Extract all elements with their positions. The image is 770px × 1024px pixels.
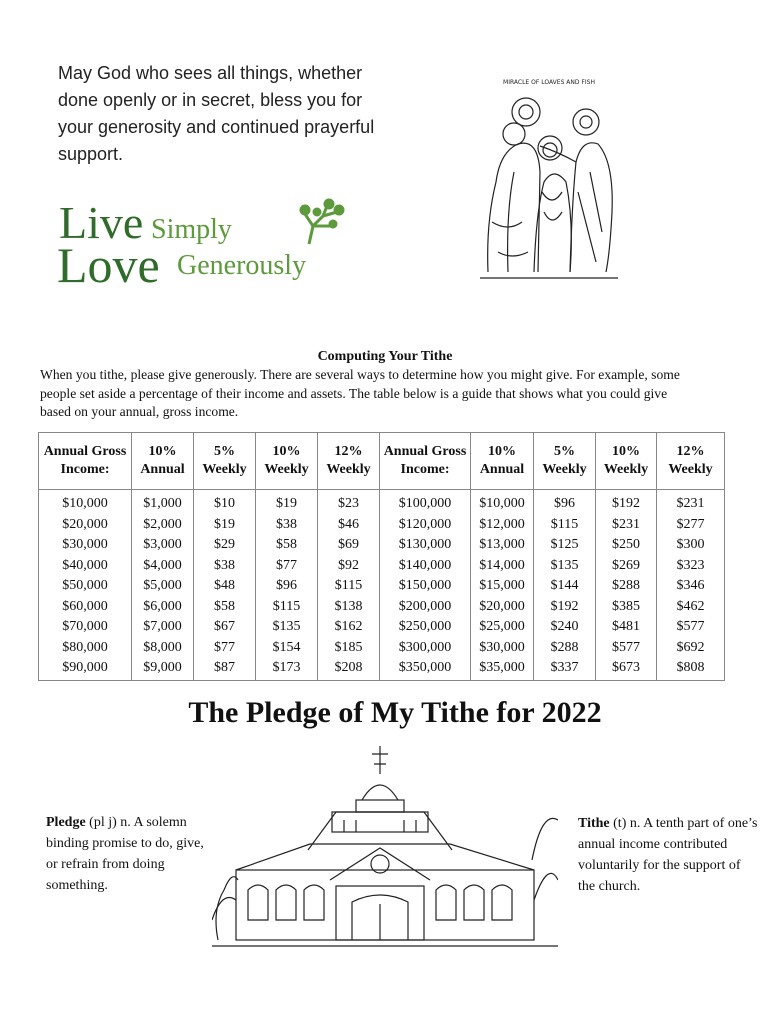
table-cell: $288 [534, 638, 596, 659]
table-cell: $9,000 [132, 658, 194, 680]
table-cell: $350,000 [380, 658, 471, 680]
table-cell: $250 [596, 535, 657, 556]
header-10pct-annual: 10% Annual [471, 433, 534, 490]
table-cell: $23 [318, 490, 380, 515]
table-cell: $481 [596, 617, 657, 638]
miracle-icon-illustration [478, 72, 620, 284]
table-cell: $30,000 [39, 535, 132, 556]
table-cell: $346 [657, 576, 725, 597]
icon-caption: MIRACLE OF LOAVES AND FISH [503, 79, 595, 86]
table-row [39, 490, 725, 515]
table-cell: $58 [194, 597, 256, 618]
table-cell: $10,000 [471, 490, 534, 515]
table-cell: $277 [657, 515, 725, 536]
table-row [39, 535, 725, 556]
table-cell: $200,000 [380, 597, 471, 618]
table-cell: $10 [194, 490, 256, 515]
table-cell: $240 [534, 617, 596, 638]
table-cell: $25,000 [471, 617, 534, 638]
table-cell: $462 [657, 597, 725, 618]
table-cell: $337 [534, 658, 596, 680]
table-cell: $3,000 [132, 535, 194, 556]
table-row [39, 658, 725, 680]
table-cell: $6,000 [132, 597, 194, 618]
table-cell: $4,000 [132, 556, 194, 577]
table-cell: $2,000 [132, 515, 194, 536]
table-cell: $50,000 [39, 576, 132, 597]
table-cell: $100,000 [380, 490, 471, 515]
header-12pct-weekly: 12% Weekly [657, 433, 725, 490]
table-cell: $130,000 [380, 535, 471, 556]
table-row [39, 576, 725, 597]
table-cell: $96 [534, 490, 596, 515]
table-cell: $140,000 [380, 556, 471, 577]
table-cell: $144 [534, 576, 596, 597]
table-cell: $154 [256, 638, 318, 659]
table-cell: $35,000 [471, 658, 534, 680]
blessing-text: May God who sees all things, whether done openly or in secret, bless you for your generosity and continued prayerful support. [58, 63, 375, 164]
table-cell: $692 [657, 638, 725, 659]
table-cell: $120,000 [380, 515, 471, 536]
table-row [39, 638, 725, 659]
table-cell: $185 [318, 638, 380, 659]
table-cell: $96 [256, 576, 318, 597]
table-cell: $70,000 [39, 617, 132, 638]
table-row [39, 515, 725, 536]
table-cell: $60,000 [39, 597, 132, 618]
table-cell: $67 [194, 617, 256, 638]
table-cell: $150,000 [380, 576, 471, 597]
table-cell: $87 [194, 658, 256, 680]
table-cell: $135 [534, 556, 596, 577]
logo-simply: Simply [151, 214, 232, 245]
table-cell: $173 [256, 658, 318, 680]
table-cell: $269 [596, 556, 657, 577]
table-cell: $48 [194, 576, 256, 597]
table-cell: $58 [256, 535, 318, 556]
table-cell: $231 [596, 515, 657, 536]
table-cell: $29 [194, 535, 256, 556]
live-simply-love-generously-logo [55, 196, 385, 288]
table-cell: $40,000 [39, 556, 132, 577]
table-cell: $8,000 [132, 638, 194, 659]
church-illustration [212, 740, 558, 954]
table-cell: $323 [657, 556, 725, 577]
table-cell: $12,000 [471, 515, 534, 536]
table-cell: $577 [596, 638, 657, 659]
table-cell: $5,000 [132, 576, 194, 597]
table-header-row [39, 433, 725, 490]
tree-icon [301, 200, 343, 244]
table-cell: $250,000 [380, 617, 471, 638]
table-cell: $90,000 [39, 658, 132, 680]
table-cell: $288 [596, 576, 657, 597]
table-cell: $138 [318, 597, 380, 618]
pledge-definition-text: (pl j) n. A solemn binding promise to do, give, or refrain from doing something. [46, 815, 204, 893]
table-cell: $162 [318, 617, 380, 638]
table-cell: $192 [596, 490, 657, 515]
header-annual-gross-income: Annual Gross Income: [380, 433, 471, 490]
table-row [39, 556, 725, 577]
tithe-guide-table [38, 432, 725, 681]
table-cell: $115 [534, 515, 596, 536]
table-cell: $46 [318, 515, 380, 536]
table-cell: $38 [256, 515, 318, 536]
header-10pct-weekly: 10% Weekly [596, 433, 657, 490]
table-cell: $20,000 [39, 515, 132, 536]
table-cell: $577 [657, 617, 725, 638]
table-cell: $77 [194, 638, 256, 659]
header-annual-gross-income: Annual Gross Income: [39, 433, 132, 490]
table-cell: $300 [657, 535, 725, 556]
table-cell: $80,000 [39, 638, 132, 659]
table-cell: $77 [256, 556, 318, 577]
logo-generously: Generously [177, 250, 307, 281]
table-cell: $115 [256, 597, 318, 618]
pledge-heading: The Pledge of My Tithe for 2022 [188, 696, 602, 729]
header-12pct-weekly: 12% Weekly [318, 433, 380, 490]
logo-live: Live [59, 197, 144, 248]
table-row [39, 597, 725, 618]
table-cell: $385 [596, 597, 657, 618]
pledge-term: Pledge [46, 815, 86, 830]
table-cell: $15,000 [471, 576, 534, 597]
table-cell: $125 [534, 535, 596, 556]
table-cell: $19 [256, 490, 318, 515]
table-cell: $808 [657, 658, 725, 680]
table-row [39, 617, 725, 638]
table-cell: $673 [596, 658, 657, 680]
table-cell: $69 [318, 535, 380, 556]
header-10pct-weekly: 10% Weekly [256, 433, 318, 490]
table-cell: $20,000 [471, 597, 534, 618]
tithe-section-title: Computing Your Tithe [317, 349, 453, 364]
table-cell: $30,000 [471, 638, 534, 659]
table-cell: $231 [657, 490, 725, 515]
header-5pct-weekly: 5% Weekly [194, 433, 256, 490]
header-10pct-annual: 10% Annual [132, 433, 194, 490]
logo-love: Love [57, 237, 160, 288]
table-cell: $135 [256, 617, 318, 638]
table-cell: $1,000 [132, 490, 194, 515]
table-cell: $300,000 [380, 638, 471, 659]
tithe-definition-text: (t) n. A tenth part of one’s annual income contributed voluntarily for the support of the church. [578, 816, 758, 894]
table-cell: $38 [194, 556, 256, 577]
table-cell: $13,000 [471, 535, 534, 556]
table-cell: $192 [534, 597, 596, 618]
table-cell: $115 [318, 576, 380, 597]
table-cell: $19 [194, 515, 256, 536]
table-cell: $92 [318, 556, 380, 577]
header-5pct-weekly: 5% Weekly [534, 433, 596, 490]
tithe-definition [578, 813, 758, 897]
table-cell: $208 [318, 658, 380, 680]
pledge-definition [46, 812, 206, 896]
tithe-intro-text: When you tithe, please give generously. There are several ways to determine how you might give. For example, some people set aside a percentage of their income and assets. The table below is a guide that shows what you could give based on your annual, gross income. [40, 367, 680, 419]
table-cell: $7,000 [132, 617, 194, 638]
tithe-term: Tithe [578, 816, 610, 831]
table-cell: $14,000 [471, 556, 534, 577]
table-cell: $10,000 [39, 490, 132, 515]
